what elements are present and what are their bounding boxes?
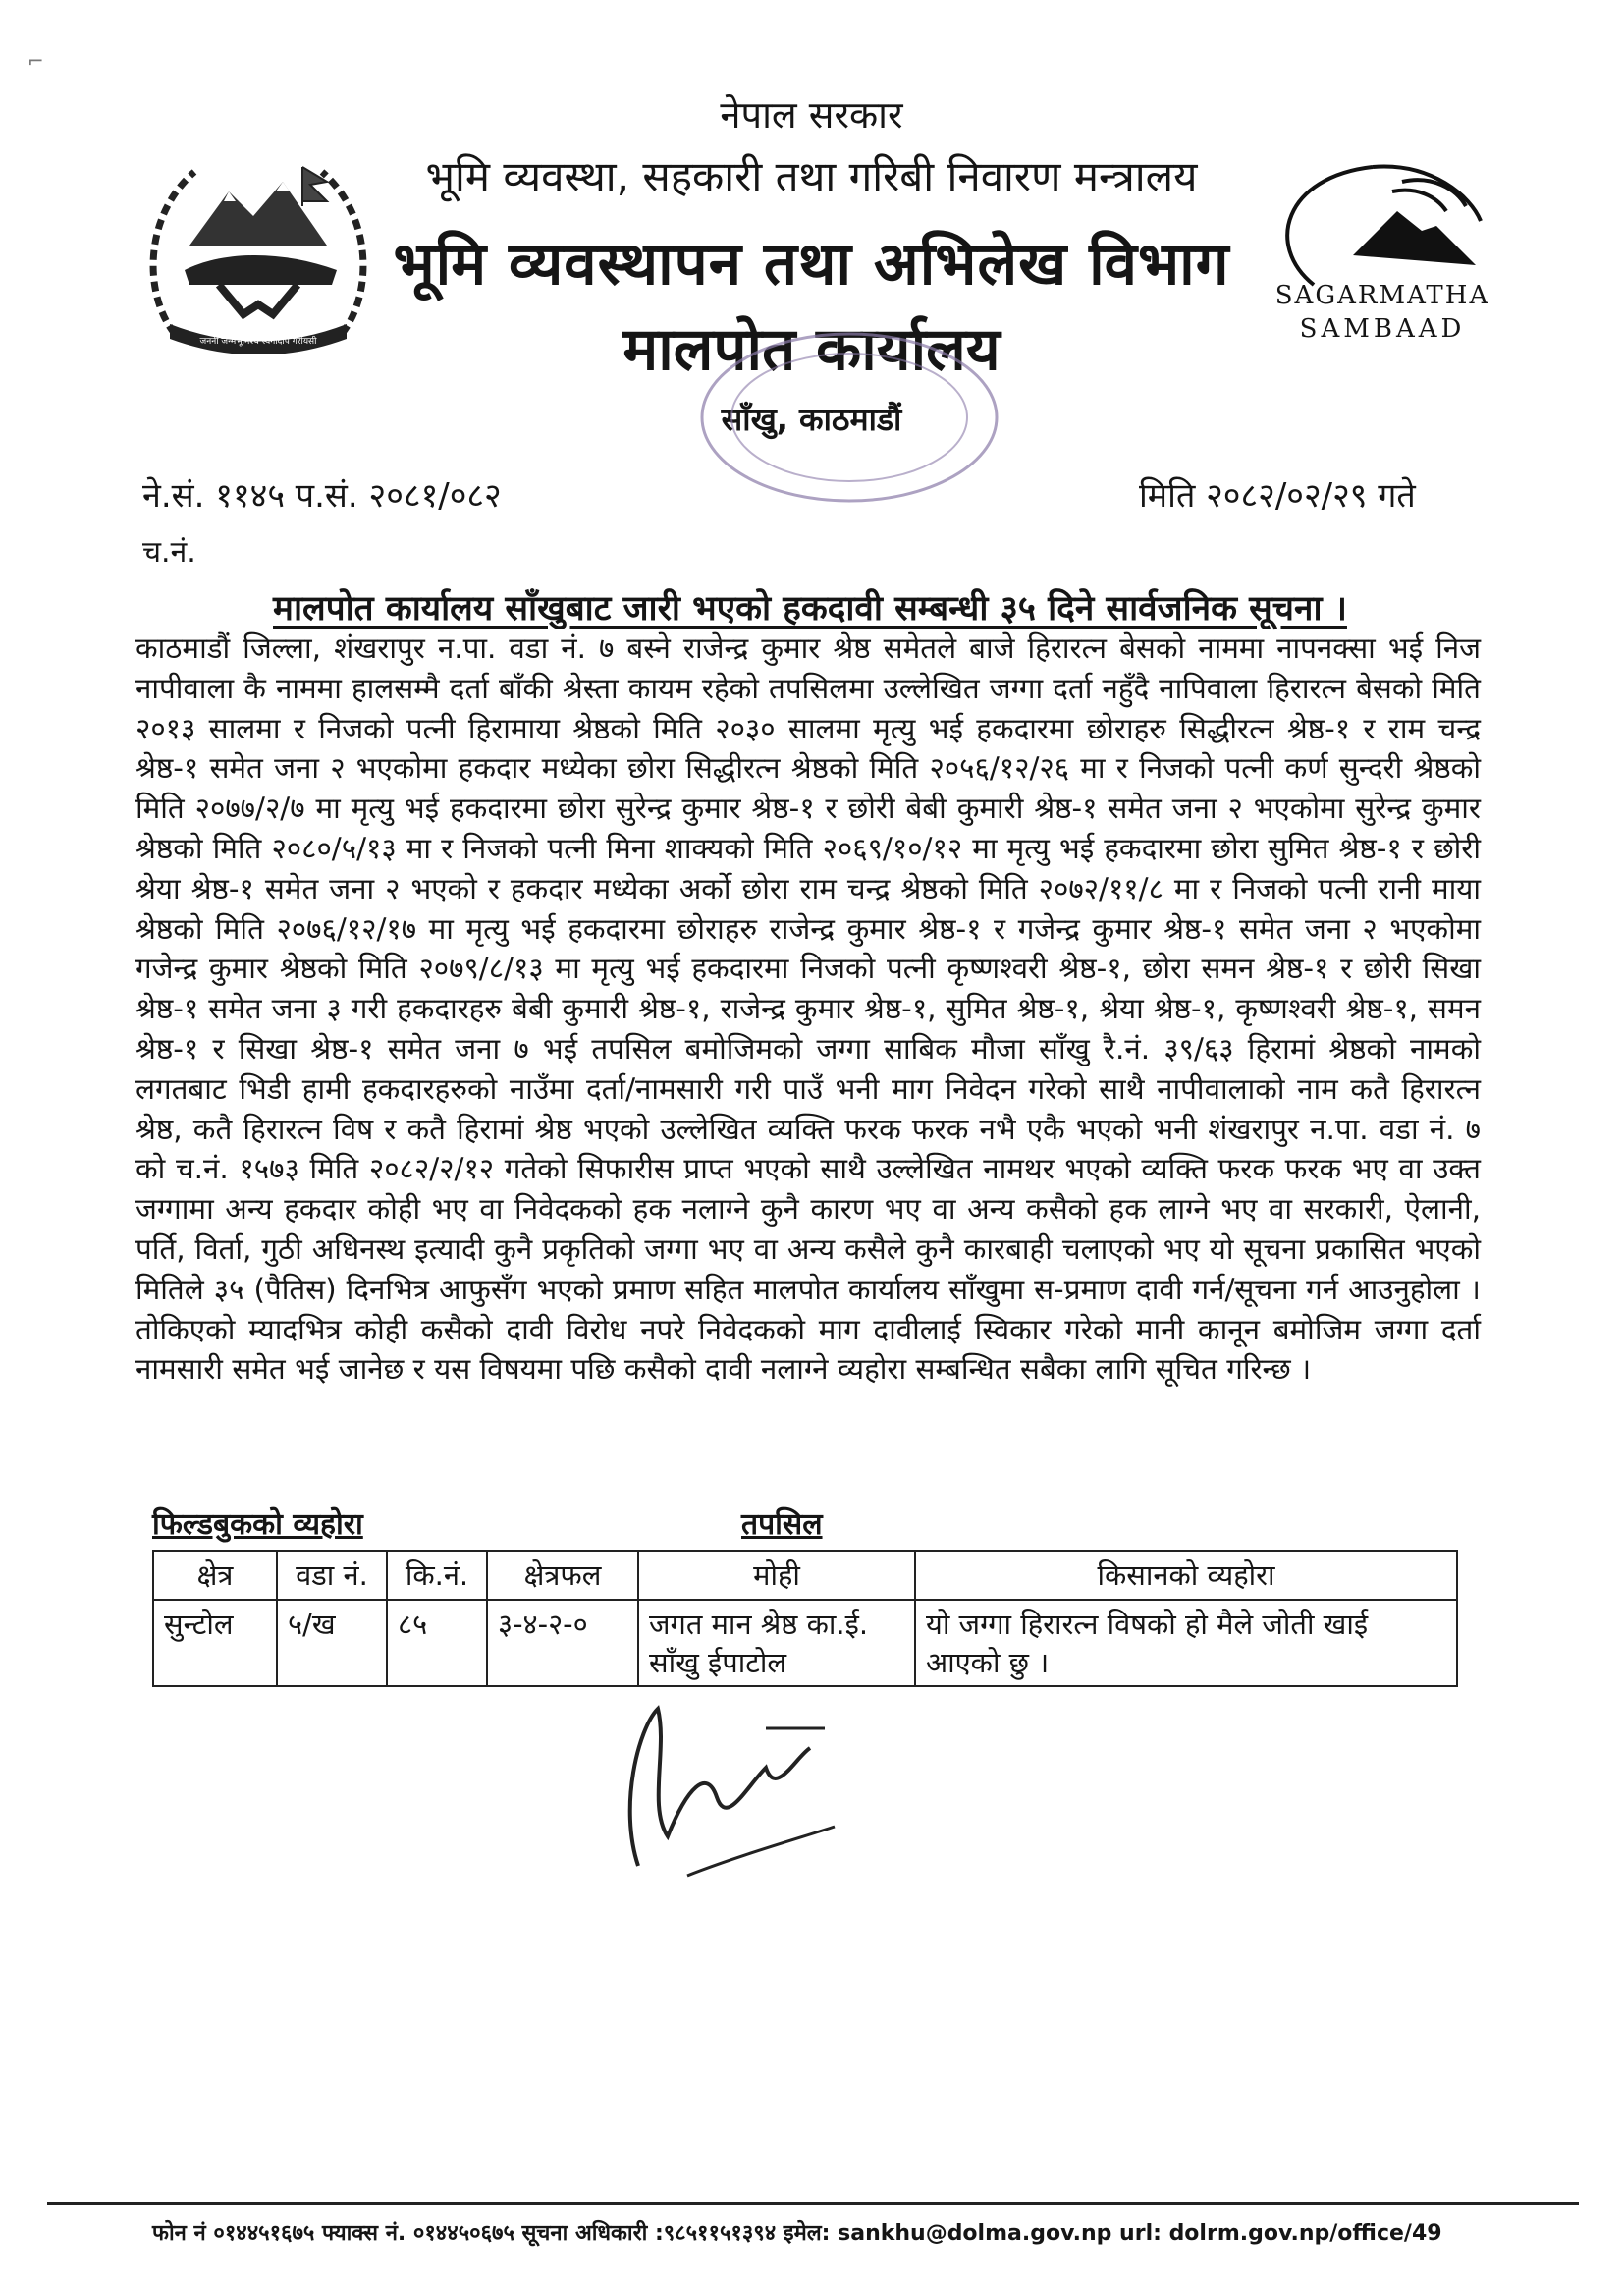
col-header-ward: वडा नं.: [277, 1551, 387, 1600]
office-name: मालपोत कार्यालय: [622, 315, 1001, 384]
office-seal-stamp: [692, 324, 1006, 511]
table-row: [153, 1600, 1457, 1686]
footer-divider: [47, 2202, 1579, 2205]
reference-number: ने.सं. ११४५ प.सं. २०८१/०८२: [142, 476, 502, 516]
col-header-plot: कि.नं.: [387, 1551, 487, 1600]
department-name: भूमि व्यवस्थापन तथा अभिलेख विभाग: [393, 230, 1230, 299]
government-name: नेपाल सरकार: [720, 93, 903, 137]
cell-tenant: जगत मान श्रेष्ठ का.ई. साँखु ईपाटोल: [638, 1600, 915, 1686]
cell-farmer-remark: यो जग्गा हिरारत्न विषको हो मैले जोती खाई आएको छु ।: [915, 1600, 1457, 1686]
table-header-row: [153, 1551, 1457, 1600]
notice-title: मालपोत कार्यालय साँखुबाट जारी भएको हकदावी सम्बन्धी ३५ दिने सार्वजनिक सूचना ।: [273, 589, 1347, 629]
emblem-caption: जननी जन्मभूमिश्च स्वर्गादपि गरीयसी: [199, 337, 317, 347]
col-header-area: क्षेत्र: [153, 1551, 277, 1600]
notice-paragraph: काठमाडौं जिल्ला, शंखरापुर न.पा. वडा नं. ७ बस्ने राजेन्द्र कुमार श्रेष्ठ समेतले बाजे हिरारत्न बेसको नाममा नापनक्सा भई निज नापीवाला कै नाममा हालसम्मै दर्ता बाँकी श्रेस्ता कायम रहेको तपसिलमा उल्लेखित जग्गा दर्ता नहुँदै नापिवाला हिरारत्न बेसको मिति २०१३ सालमा र निजको पत्नी हिरामाया श्रेष्ठको मिति २०३० सालमा मृत्यु भई हकदारमा छोराहरु सिद्धीरत्न श्रेष्ठ-१ र राम चन्द्र श्रेष्ठ-१ समेत जना २ भएकोमा हकदार मध्येका छोरा सिद्धीरत्न श्रेष्ठको मिति २०५६/१२/२६ मा र निजको पत्नी कर्ण सुन्दरी श्रेष्ठको मिति २०७७/२/७ मा मृत्यु भई हकदारमा छोरा सुरेन्द्र कुमार श्रेष्ठ-१ र छोरी बेबी कुमारी श्रेष्ठ-१ समेत जना २ भएकोमा सुरेन्द्र कुमार श्रेष्ठको मिति २०८०/५/१३ मा र निजको पत्नी मिना शाक्यको मिति २०६९/१०/१२ मा मृत्यु भई हकदारमा छोरा सुमित श्रेष्ठ-१ र छोरी श्रेया श्रेष्ठ-१ समेत जना २ भएको र हकदार मध्येका अर्को छोरा राम चन्द्र श्रेष्ठको मिति २०७२/११/८ मा र निजको पत्नी रानी माया श्रेष्ठको मिति २०७६/१२/१७ मा मृत्यु भई हकदारमा छोराहरु राजेन्द्र कुमार श्रेष्ठ-१ र गजेन्द्र कुमार श्रेष्ठ-१ समेत जना २ भएकोमा गजेन्द्र कुमार श्रेष्ठको मिति २०७९/८/१३ मा मृत्यु भई हकदारमा निजको पत्नी कृष्णश्वरी श्रेष्ठ-१, छोरा समन श्रेष्ठ-१ र छोरी सिखा श्रेष्ठ-१ समेत जना ३ गरी हकदारहरु बेबी कुमारी श्रेष्ठ-१, राजेन्द्र कुमार श्रेष्ठ-१, सुमित श्रेष्ठ-१, श्रेया श्रेष्ठ-१, कृष्णश्वरी श्रेष्ठ-१, समन श्रेष्ठ-१ र सिखा श्रेष्ठ-१ समेत जना ७ भई तपसिल बमोजिमको जग्गा साबिक मौजा साँखु रै.नं. ३९/६३ हिरामां श्रेष्ठको नामको लगतबाट भिडी हामी हकदारहरुको नाउँमा दर्ता/नामसारी गरी पाउँ भनी माग निवेदन गरेको साथै नापीवालाको नाम कतै हिरारत्न श्रेष्ठ, कतै हिरारत्न विष र कतै हिरामां श्रेष्ठ भएको उल्लेखित व्यक्ति फरक फरक नभै एकै भएको भनी शंखरापुर न.पा. वडा नं. ७ को च.नं. १५७३ मिति २०८२/२/१२ गतेको सिफारीस प्राप्त भएको साथै उल्लेखित नामथर भएको व्यक्ति फरक फरक भए वा उक्त जग्गामा अन्य हकदार कोही भए वा निवेदकको हक नलाग्ने कुनै कारण भए वा अन्य कसैको हक लाग्ने भए वा सरकारी, ऐलानी, पर्ति, विर्ता, गुठी अधिनस्थ इत्यादी कुनै प्रकृतिको जग्गा भए वा अन्य कसैले कुनै कारबाही चलाएको भए यो सूचना प्रकासित भएको मितिले ३५ (पैतिस) दिनभित्र आफुसँग भएको प्रमाण सहित मालपोत कार्यालय साँखुमा स-प्रमाण दावी गर्न/सूचना गर्न आउनुहोला । तोकिएको म्यादभित्र कोही कसैको दावी विरोध नपरे निवेदकको माग दावीलाई स्विकार गरेको मानी कानून बमोजिम जग्गा दर्ता नामसारी समेत भई जानेछ र यस विषयमा पछि कसैको दावी नलाग्ने व्यहोरा सम्बन्धित सबैका लागि सूचित गरिन्छ ।: [135, 631, 1481, 1387]
cell-ward: ५/ख: [277, 1600, 387, 1686]
dispatch-number: च.नं.: [142, 535, 196, 570]
cell-plot: ८५: [387, 1600, 487, 1686]
officer-signature: [599, 1689, 972, 1895]
cell-area: सुन्टोल: [153, 1600, 277, 1686]
land-details-table: [152, 1550, 1458, 1687]
brand-name: SAGARMATHA: [1274, 281, 1490, 310]
office-location: साँखु, काठमाडौं: [721, 401, 902, 438]
tapasil-heading: तपसिल: [741, 1507, 823, 1542]
brand-subname: SAMBAAD: [1299, 314, 1466, 344]
issue-date: मिति २०८२/०२/२९ गते: [1139, 476, 1416, 516]
col-header-farmer-remark: किसानको व्यहोरा: [915, 1551, 1457, 1600]
footer-contact: फोन नं ०१४४५१६७५ फ्याक्स नं. ०१४४५०६७५ सूचना अधिकारी :९८५११५१३९४ इमेल: sankhu@dolma.gov.np url: dolrm.gov.np/office/49: [152, 2221, 1442, 2246]
col-header-land-size: क्षेत्रफल: [487, 1551, 638, 1600]
fieldbook-heading: फिल्डबुकको व्यहोरा: [152, 1507, 363, 1542]
cell-land-size: ३-४-२-०: [487, 1600, 638, 1686]
ministry-name: भूमि व्यवस्था, सहकारी तथा गरिबी निवारण मन्त्रालय: [425, 152, 1198, 200]
scan-mark: ⌐: [27, 49, 44, 73]
col-header-tenant: मोही: [638, 1551, 915, 1600]
notice-body: [135, 629, 1481, 1390]
